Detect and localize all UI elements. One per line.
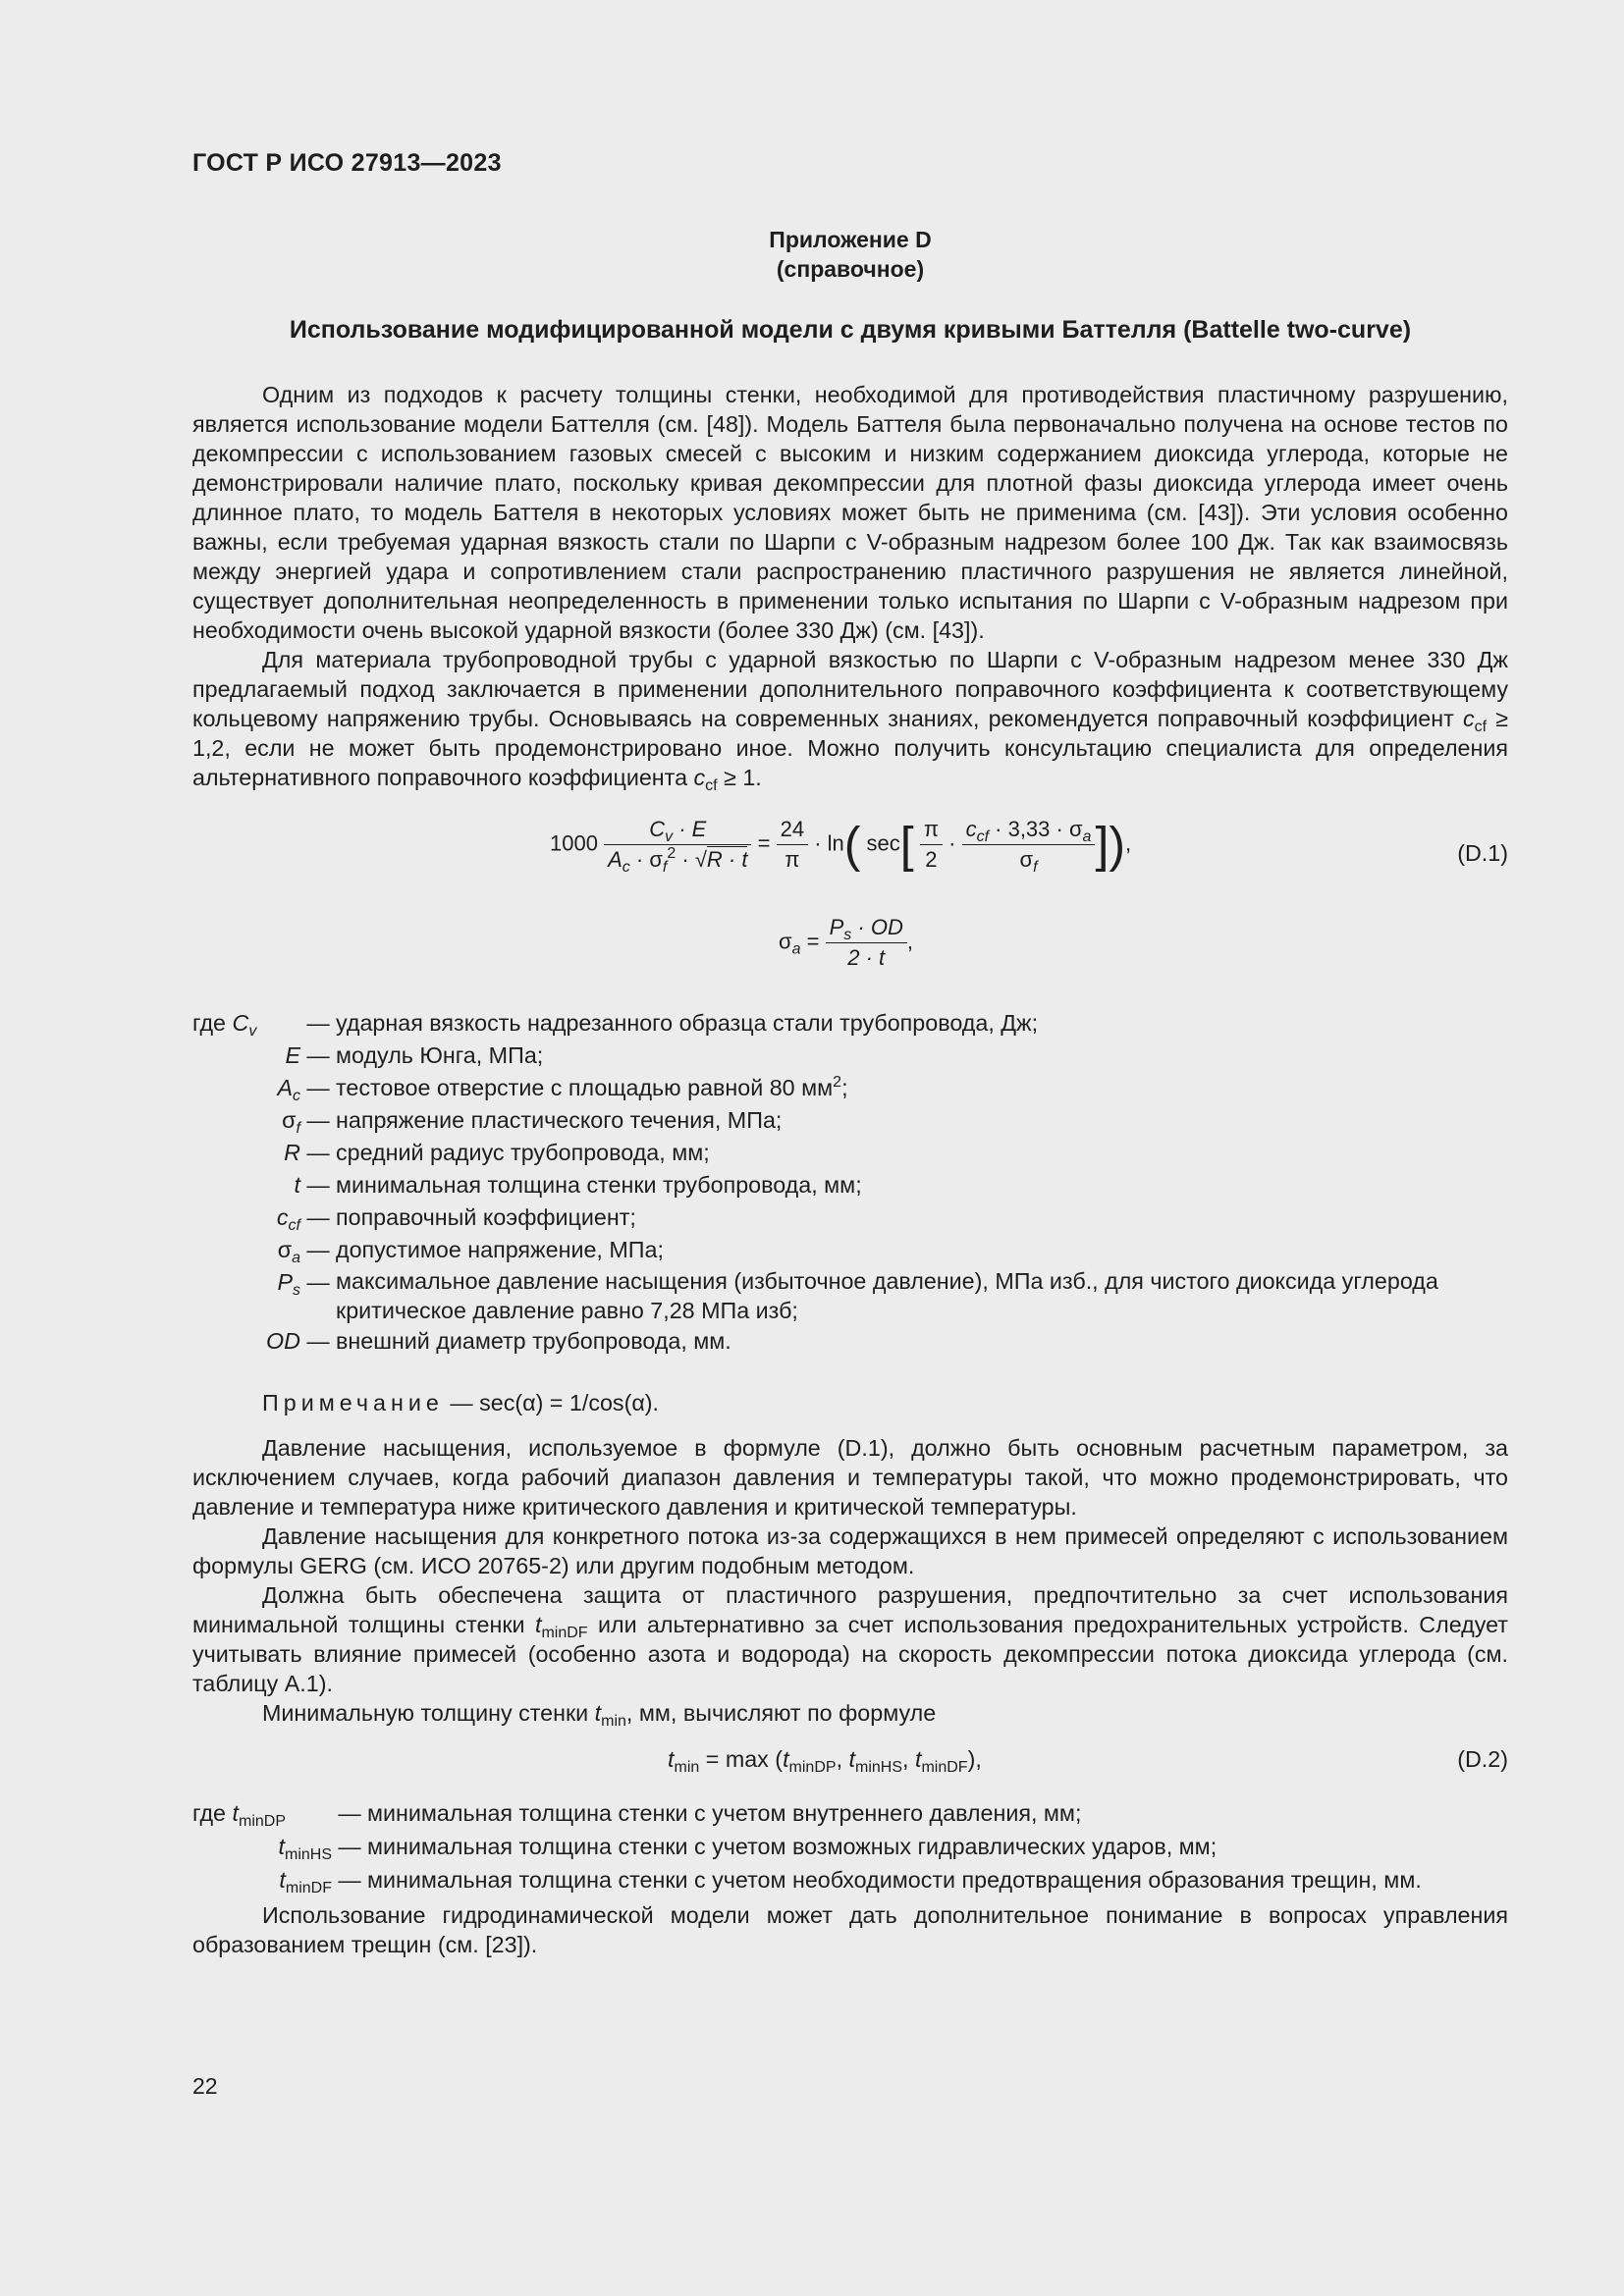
- paragraph-5: Должна быть обеспечена защита от пластичного разрушения, предпочтительно за счет использования минимальной толщины стенки $t_{minDF}$ или альтернативно за счет использования предохранительных устройств. Следует учитывать влияние примесей (особенно азота и водорода) на скорость декомпрессии потока диоксида углерода (см. таблицу А.1).: [192, 1582, 1508, 1696]
- legend-item: $t_{minDF}$ — минимальная толщина стенки с учетом необходимости предотвращения образования трещин, мм.: [279, 1867, 1422, 1896]
- equation-d2-number: (D.2): [1457, 1746, 1508, 1772]
- equation-d1-number: (D.1): [1457, 840, 1508, 866]
- paragraph-1: Одним из подходов к расчету толщины стенки, необходимой для противодействия пластичному разрушению, является использование модели Баттелля (см. [48]). Модель Баттеля была первоначально получена на основе тестов по декомпрессии с использованием газовых смесей с высоким и низким содержанием диоксида углерода, которые не демонстрировали наличие плато, поскольку кривая декомпрессии для плотной фазы диоксида углерода имеет очень длинное плато, то модель Баттеля в некоторых условиях может быть не применима (см. [43]). Эти условия особенно важны, если требуемая ударная вязкость стали по Шарпи с V-образным надрезом более 100 Дж. Так как взаимосвязь между энергией удара и сопротивлением стали распространению пластичного разрушения не является линейной, существует дополнительная неопределенность в применении только испытания по Шарпи с V-образным надрезом при необходимости очень высокой ударной вязкости (более 330 Дж) (см. [43]).: [192, 382, 1508, 643]
- eq-fraction-main: $\frac{C_v \cdot E}{A_c \cdot \sigma_f^2 \cdot √R \cdot t}$: [604, 817, 751, 873]
- note-label: Примечание: [262, 1390, 444, 1415]
- legend-item: где $t_{minDP}$ — минимальная толщина стенки с учетом внутреннего давления, мм;: [192, 1800, 1082, 1830]
- intro-block: [192, 380, 1508, 792]
- legend-item: OD — внешний диаметр трубопровода, мм.: [266, 1328, 731, 1354]
- eq-fraction-pi2: $\frac{\pi}{2}$: [920, 817, 943, 873]
- legend-item: $P_s$ — максимальное давление насыщения (избыточное давление), МПа изб., для чистого диоксида углерода критическое давление равно 7,28 МПа изб;: [277, 1268, 1438, 1323]
- legend-item: $A_c$ — тестовое отверстие с площадью равной 80 $мм^2$;: [277, 1074, 848, 1104]
- sqrt-sign: √: [694, 847, 707, 872]
- legend-item: E — модуль Юнга, МПа;: [285, 1042, 544, 1068]
- legend-item: где $C_v$ — ударная вязкость надрезанного образца стали трубопровода, Дж;: [192, 1010, 1039, 1040]
- note: [262, 1388, 1440, 1417]
- closing-block: [192, 1900, 1508, 1959]
- paragraph-3: Давление насыщения, используемое в формуле (D.1), должно быть основным расчетным параметром, за исключением случаев, когда рабочий диапазон давления и температуры такой, что можно продемонстрировать, что давление и температура ниже критического давления и критической температуры.: [192, 1435, 1508, 1520]
- equation-d2: $t_{min} = \max (t_{minDP}$, $t_{minHS}$, $t_{minDF}$),: [668, 1746, 982, 1776]
- legend-d2: [192, 1796, 1508, 1896]
- eq-fraction-24pi: $\frac{24}{\pi}$: [777, 817, 808, 873]
- body-block: [192, 1433, 1508, 1728]
- equation-d1: 1000 $\frac{C_v \cdot E}{A_c \cdot \sigma_f^2 \cdot √R \cdot t}$ = $\frac{24}{\pi}$ · ln( sec[ $\frac{\pi}{2}$ · $\frac{c_{cf} \cdot 3,33 \cdot \sigma_a}{\sigma_f}$ ]),: [550, 817, 1132, 876]
- legend-item: t — минимальная толщина стенки трубопровода, мм;: [294, 1172, 862, 1198]
- legend-item: $c_{cf}$ — поправочный коэффициент;: [276, 1204, 636, 1234]
- appendix-kind: (справочное): [776, 256, 925, 282]
- eq-lead: 1000: [550, 830, 598, 856]
- appendix-label: Приложение D: [769, 227, 932, 252]
- paragraph-7: Использование гидродинамической модели может дать дополнительное понимание в вопросах управления образованием трещин (см. [23]).: [192, 1902, 1508, 1957]
- section-title: Использование модифицированной модели с двумя кривыми Баттелля (Battelle two-curve): [289, 316, 1412, 344]
- page-number: 22: [192, 2073, 218, 2099]
- document-header: ГОСТ Р ИСО 27913—2023: [192, 149, 502, 177]
- legend-item: R — средний радиус трубопровода, мм;: [284, 1140, 710, 1165]
- equation-sigma-a: $\sigma_a$ = $\frac{P_s \cdot OD}{2 \cdot t}$ ,: [779, 915, 913, 970]
- paragraph-2: Для материала трубопроводной трубы с ударной вязкостью по Шарпи с V-образным надрезом менее 330 Дж предлагаемый подход заключается в применении дополнительного поправочного коэффициента к соответствующему кольцевому напряжению трубы. Основываясь на современных знаниях, рекомендуется поправочный коэффициент $c_{cf} \ge 1,2$, если не может быть продемонстрировано иное. Можно получить консультацию специалиста для определения альтернативного поправочного коэффициента $c_{cf} \ge 1$.: [192, 647, 1508, 794]
- eq-fraction-ccf: $\frac{c_{cf} \cdot 3,33 \cdot \sigma_a}{\sigma_f}$: [962, 817, 1096, 873]
- paragraph-4: Давление насыщения для конкретного потока из-за содержащихся в нем примесей определяют с использованием формулы GERG (см. ИСО 20765-2) или другим подобным методом.: [192, 1523, 1508, 1578]
- legend-item: $\sigma_f$ — напряжение пластического течения, МПа;: [282, 1107, 783, 1137]
- legend-item: $\sigma_a$ — допустимое напряжение, МПа;: [277, 1237, 664, 1266]
- appendix-heading: [192, 225, 1508, 284]
- note-text: — sec(α) = 1/cos(α).: [443, 1390, 660, 1415]
- paragraph-6: Минимальную толщину стенки $t_{min}$, мм, вычисляют по формуле: [262, 1700, 937, 1730]
- legend-item: $t_{minHS}$ — минимальная толщина стенки с учетом возможных гидравлических ударов, мм;: [278, 1834, 1218, 1863]
- legend-d1: [192, 1007, 1508, 1358]
